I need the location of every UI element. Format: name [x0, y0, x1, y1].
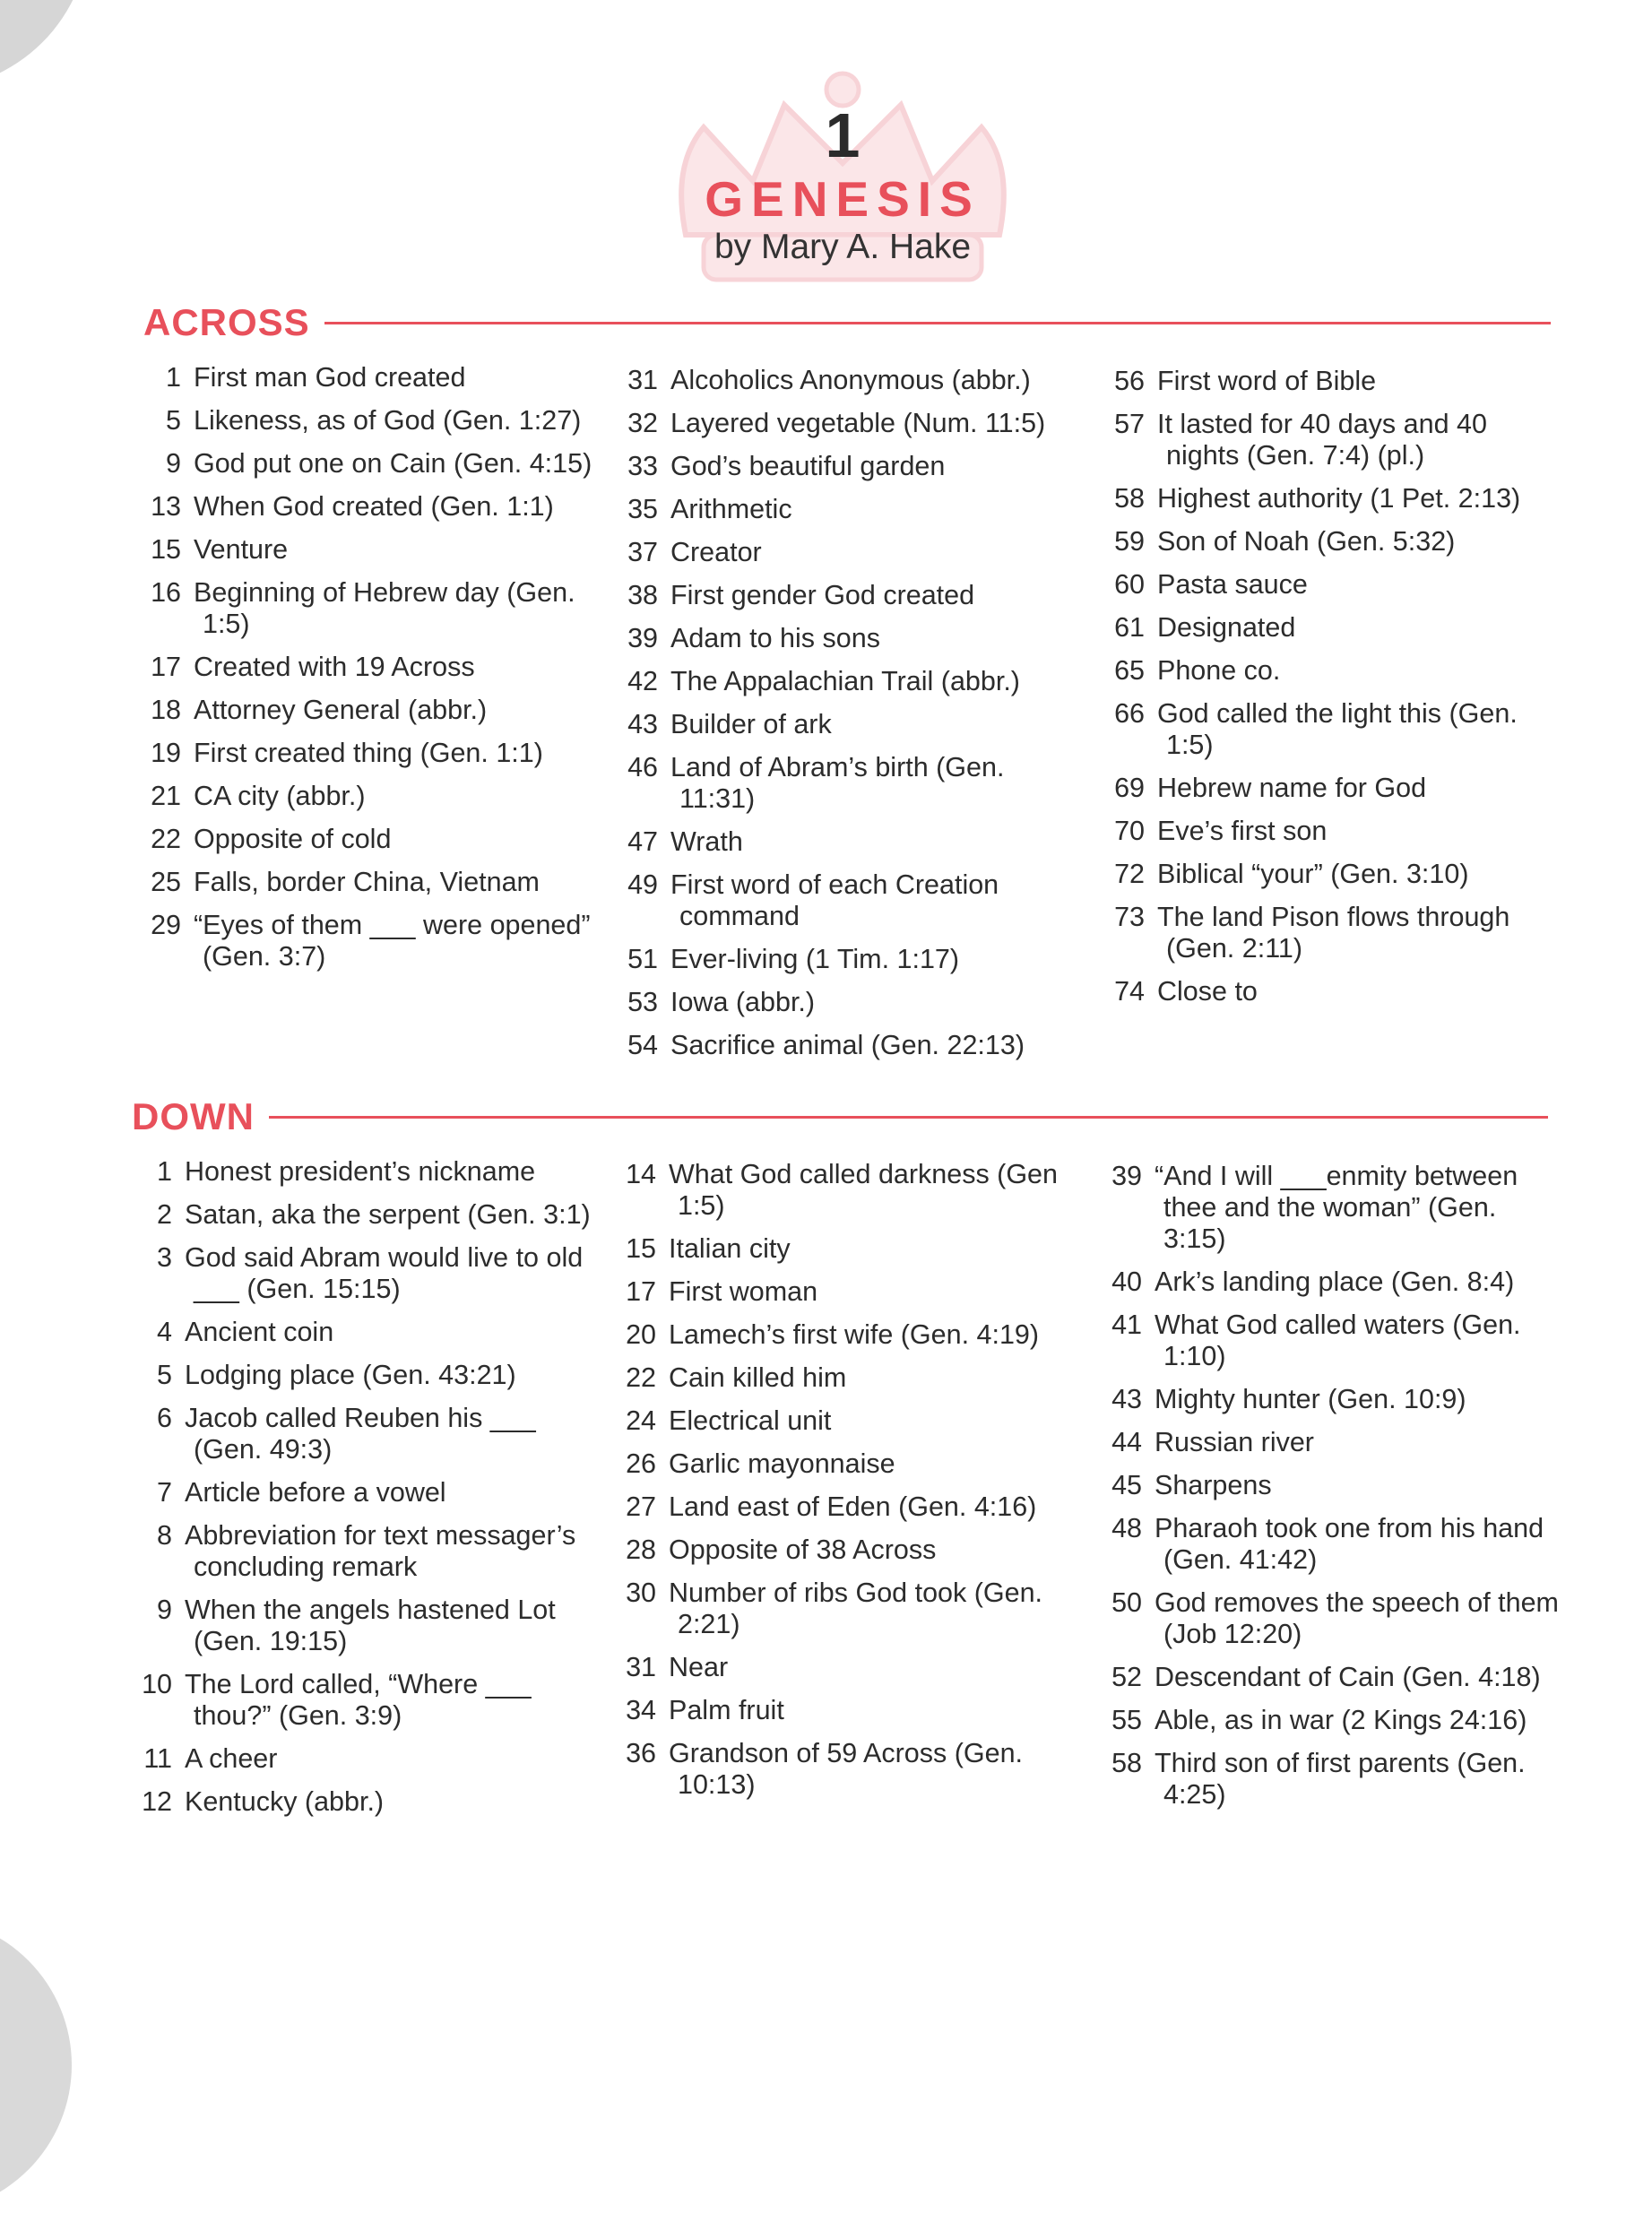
across-clue	[134, 910, 601, 973]
across-column-3	[1098, 366, 1564, 1019]
down-clue	[1095, 1587, 1561, 1650]
across-clue	[134, 695, 601, 726]
clue-text: Created with 19 Across	[194, 652, 475, 682]
clue-text: Phone co.	[1157, 655, 1281, 686]
clue-text: Hebrew name for God	[1157, 773, 1427, 803]
clue-text: Falls, border China, Vietnam	[194, 867, 540, 897]
clue-number: 37	[627, 537, 658, 567]
page-corner-shadow	[0, 0, 90, 90]
clue-number: 74	[1114, 976, 1145, 1007]
page-corner-shadow-bottom	[0, 1917, 72, 2213]
clue-number: 9	[166, 448, 181, 479]
down-heading: DOWN	[132, 1095, 255, 1137]
clue-text: Lodging place (Gen. 43:21)	[185, 1360, 516, 1390]
across-heading: ACROSS	[143, 301, 310, 343]
clue-text: Opposite of cold	[194, 824, 392, 854]
across-clue	[1098, 366, 1564, 397]
clue-text: First created thing (Gen. 1:1)	[194, 738, 543, 768]
down-clue	[125, 1477, 601, 1508]
clue-number: 54	[627, 1030, 658, 1060]
clue-number: 72	[1114, 859, 1145, 889]
clue-text: “Eyes of them ___ were opened” (Gen. 3:7)	[194, 910, 591, 972]
down-clue	[610, 1695, 1076, 1726]
clue-number: 43	[1111, 1384, 1142, 1414]
clue-number: 22	[151, 824, 181, 854]
clue-number: 35	[627, 494, 658, 524]
clue-number: 48	[1111, 1513, 1142, 1543]
clue-number: 12	[142, 1786, 172, 1817]
across-clue	[611, 451, 1077, 482]
clue-number: 11	[143, 1743, 172, 1774]
clue-text: Honest president’s nickname	[185, 1156, 536, 1187]
clue-number: 32	[627, 408, 658, 438]
clue-text: Abbreviation for text messager’s concluding remark	[185, 1520, 576, 1582]
clue-number: 8	[157, 1520, 172, 1551]
clue-text: Pasta sauce	[1157, 569, 1308, 600]
across-clue	[134, 738, 601, 769]
clue-text: Designated	[1157, 612, 1296, 643]
across-clue	[134, 362, 601, 393]
down-clue	[610, 1319, 1076, 1351]
across-clue	[1098, 816, 1564, 847]
clue-number: 10	[142, 1669, 172, 1699]
clue-text: First woman	[669, 1276, 818, 1307]
down-clue	[125, 1156, 601, 1188]
across-clue	[1098, 409, 1564, 471]
clue-text: Opposite of 38 Across	[669, 1534, 937, 1565]
clue-text: Ever-living (1 Tim. 1:17)	[670, 944, 960, 974]
clue-number: 58	[1114, 483, 1145, 514]
clue-text: Electrical unit	[669, 1405, 832, 1436]
clue-text: Iowa (abbr.)	[670, 987, 816, 1017]
down-clue	[1095, 1310, 1561, 1372]
clue-number: 40	[1111, 1266, 1142, 1297]
clue-number: 24	[626, 1405, 656, 1436]
clue-number: 53	[627, 987, 658, 1017]
clue-number: 58	[1111, 1748, 1142, 1778]
clue-text: Satan, aka the serpent (Gen. 3:1)	[185, 1199, 591, 1230]
down-clue	[125, 1199, 601, 1231]
clue-text: Garlic mayonnaise	[669, 1448, 895, 1479]
clue-text: First gender God created	[670, 580, 975, 610]
clue-number: 41	[1111, 1310, 1142, 1340]
clue-text: Creator	[670, 537, 762, 567]
clue-text: First man God created	[194, 362, 466, 393]
across-clue	[611, 826, 1077, 858]
puzzle-number: 1	[825, 100, 861, 170]
clue-text: Descendant of Cain (Gen. 4:18)	[1155, 1662, 1541, 1692]
down-clue	[125, 1743, 601, 1775]
down-clue	[1095, 1705, 1561, 1736]
clue-number: 69	[1114, 773, 1145, 803]
clue-text: First word of each Creation command	[670, 869, 999, 931]
down-clue	[610, 1652, 1076, 1683]
clue-text: Article before a vowel	[185, 1477, 446, 1508]
clue-number: 29	[151, 910, 181, 940]
clue-text: God removes the speech of them (Job 12:20)	[1155, 1587, 1559, 1649]
clue-text: Adam to his sons	[670, 623, 880, 653]
puzzle-title: GENESIS	[705, 171, 981, 227]
clue-text: “And I will ___enmity between thee and the woman” (Gen. 3:15)	[1155, 1161, 1518, 1254]
down-clue	[125, 1403, 601, 1465]
clue-text: Ark’s landing place (Gen. 8:4)	[1155, 1266, 1515, 1297]
clue-text: What God called waters (Gen. 1:10)	[1155, 1310, 1521, 1371]
clue-text: Layered vegetable (Num. 11:5)	[670, 408, 1046, 438]
clue-text: Palm fruit	[669, 1695, 784, 1725]
across-column-2	[611, 365, 1077, 1073]
down-header	[132, 1095, 1548, 1138]
down-clue	[1095, 1384, 1561, 1415]
clue-text: Ancient coin	[185, 1317, 334, 1347]
clue-text: God said Abram would live to old ___ (Gen. 15:15)	[185, 1242, 584, 1304]
clue-text: God put one on Cain (Gen. 4:15)	[194, 448, 592, 479]
clue-text: A cheer	[185, 1743, 278, 1774]
clue-number: 73	[1114, 902, 1145, 932]
clue-text: Italian city	[669, 1233, 791, 1264]
clue-text: The Appalachian Trail (abbr.)	[670, 666, 1020, 696]
clue-text: Eve’s first son	[1157, 816, 1328, 846]
across-clue	[611, 580, 1077, 611]
down-column-3	[1095, 1161, 1561, 1822]
clue-number: 33	[627, 451, 658, 481]
down-clue	[1095, 1662, 1561, 1693]
clue-text: What God called darkness (Gen 1:5)	[669, 1159, 1058, 1221]
across-clue	[1098, 612, 1564, 644]
clue-number: 52	[1111, 1662, 1142, 1692]
across-clue	[134, 867, 601, 898]
clue-text: Wrath	[670, 826, 743, 857]
down-clue	[1095, 1161, 1561, 1255]
down-clue	[1095, 1470, 1561, 1501]
clue-number: 7	[157, 1477, 172, 1508]
across-clue	[134, 405, 601, 437]
across-clue	[611, 869, 1077, 932]
down-clue	[610, 1159, 1076, 1222]
clue-number: 2	[157, 1199, 172, 1230]
down-clue	[125, 1595, 601, 1657]
down-clue	[610, 1405, 1076, 1437]
clue-number: 55	[1111, 1705, 1142, 1735]
clue-text: The Lord called, “Where ___ thou?” (Gen. 3:9)	[185, 1669, 532, 1731]
down-clue	[125, 1669, 601, 1732]
down-clue	[1095, 1266, 1561, 1298]
clue-number: 19	[151, 738, 181, 768]
down-column-2	[610, 1159, 1076, 1812]
clue-text: When the angels hastened Lot (Gen. 19:15)	[185, 1595, 556, 1656]
down-clue	[610, 1578, 1076, 1640]
clue-text: Land east of Eden (Gen. 4:16)	[669, 1491, 1037, 1522]
down-clue	[125, 1360, 601, 1391]
down-clue	[610, 1233, 1076, 1265]
across-clue	[134, 491, 601, 523]
clue-number: 25	[151, 867, 181, 897]
clue-text: First word of Bible	[1157, 366, 1377, 396]
across-clue	[611, 752, 1077, 815]
clue-number: 49	[627, 869, 658, 900]
across-clue	[611, 623, 1077, 654]
across-clue	[1098, 773, 1564, 804]
clue-text: CA city (abbr.)	[194, 781, 366, 811]
clue-text: Russian river	[1155, 1427, 1314, 1457]
clue-text: Pharaoh took one from his hand (Gen. 41:42)	[1155, 1513, 1544, 1575]
clue-number: 60	[1114, 569, 1145, 600]
clue-number: 46	[627, 752, 658, 782]
across-header	[143, 301, 1551, 344]
clue-number: 13	[151, 491, 181, 522]
clue-number: 9	[157, 1595, 172, 1625]
down-clue	[125, 1786, 601, 1818]
across-clue	[611, 987, 1077, 1018]
clue-number: 27	[626, 1491, 656, 1522]
clue-number: 47	[627, 826, 658, 857]
across-clue	[611, 408, 1077, 439]
clue-number: 1	[166, 362, 181, 393]
clue-number: 38	[627, 580, 658, 610]
clue-text: Cain killed him	[669, 1362, 847, 1393]
across-clue	[611, 494, 1077, 525]
clue-text: Jacob called Reuben his ___ (Gen. 49:3)	[185, 1403, 536, 1465]
clue-text: Mighty hunter (Gen. 10:9)	[1155, 1384, 1466, 1414]
clue-text: Beginning of Hebrew day (Gen. 1:5)	[194, 577, 575, 639]
clue-text: Builder of ark	[670, 709, 832, 739]
clue-text: Close to	[1157, 976, 1258, 1007]
clue-number: 22	[626, 1362, 656, 1393]
clue-number: 4	[157, 1317, 172, 1347]
clue-number: 17	[151, 652, 181, 682]
clue-text: It lasted for 40 days and 40 nights (Gen. 7:4) (pl.)	[1157, 409, 1487, 471]
across-clue	[611, 365, 1077, 396]
across-clue	[1098, 902, 1564, 964]
across-clue	[1098, 569, 1564, 601]
puzzle-author: by Mary A. Hake	[714, 228, 972, 266]
clue-number: 34	[626, 1695, 656, 1725]
clue-number: 3	[157, 1242, 172, 1273]
clue-text: God called the light this (Gen. 1:5)	[1157, 698, 1518, 760]
clue-text: The land Pison flows through (Gen. 2:11)	[1157, 902, 1510, 964]
clue-text: Sharpens	[1155, 1470, 1272, 1500]
across-clue	[1098, 655, 1564, 687]
clue-text: Alcoholics Anonymous (abbr.)	[670, 365, 1031, 395]
clue-number: 5	[157, 1360, 172, 1390]
clue-number: 39	[627, 623, 658, 653]
down-clue	[125, 1520, 601, 1583]
across-clue	[1098, 859, 1564, 890]
clue-number: 50	[1111, 1587, 1142, 1618]
clue-text: Son of Noah (Gen. 5:32)	[1157, 526, 1456, 557]
across-clue	[134, 652, 601, 683]
clue-text: When God created (Gen. 1:1)	[194, 491, 554, 522]
down-clue	[1095, 1748, 1561, 1811]
across-clue	[1098, 483, 1564, 514]
across-divider	[324, 322, 1551, 324]
clue-number: 30	[626, 1578, 656, 1608]
across-clue	[611, 944, 1077, 975]
clue-text: Number of ribs God took (Gen. 2:21)	[669, 1578, 1043, 1639]
across-clue	[1098, 976, 1564, 1007]
clue-number: 28	[626, 1534, 656, 1565]
across-column-1	[134, 362, 601, 984]
clue-number: 15	[626, 1233, 656, 1264]
clue-text: Venture	[194, 534, 289, 565]
clue-text: Near	[669, 1652, 729, 1682]
clue-number: 18	[151, 695, 181, 725]
across-clue	[134, 824, 601, 855]
down-clue	[1095, 1513, 1561, 1576]
clue-text: Highest authority (1 Pet. 2:13)	[1157, 483, 1521, 514]
across-clue	[611, 666, 1077, 697]
down-clue	[610, 1276, 1076, 1308]
clue-text: Able, as in war (2 Kings 24:16)	[1155, 1705, 1527, 1735]
clue-number: 61	[1114, 612, 1145, 643]
clue-number: 36	[626, 1738, 656, 1768]
across-clue	[1098, 698, 1564, 761]
clue-number: 45	[1111, 1470, 1142, 1500]
clue-text: Grandson of 59 Across (Gen. 10:13)	[669, 1738, 1024, 1800]
clue-number: 17	[626, 1276, 656, 1307]
across-clue	[134, 534, 601, 566]
clue-number: 56	[1114, 366, 1145, 396]
clue-number: 44	[1111, 1427, 1142, 1457]
clue-number: 16	[151, 577, 181, 608]
clue-number: 5	[166, 405, 181, 436]
clue-number: 43	[627, 709, 658, 739]
clue-number: 20	[626, 1319, 656, 1350]
clue-number: 1	[157, 1156, 172, 1187]
down-clue	[125, 1317, 601, 1348]
clue-text: Kentucky (abbr.)	[185, 1786, 385, 1817]
down-column-1	[125, 1156, 601, 1829]
clue-text: God’s beautiful garden	[670, 451, 946, 481]
across-clue	[611, 709, 1077, 740]
clue-text: Arithmetic	[670, 494, 792, 524]
clue-number: 21	[151, 781, 181, 811]
down-clue	[610, 1738, 1076, 1801]
clue-text: Third son of first parents (Gen. 4:25)	[1155, 1748, 1526, 1810]
across-clue	[611, 537, 1077, 568]
clue-number: 31	[627, 365, 658, 395]
clue-number: 14	[626, 1159, 656, 1189]
clue-number: 51	[627, 944, 658, 974]
down-clue	[610, 1534, 1076, 1566]
clue-number: 65	[1114, 655, 1145, 686]
down-clue	[1095, 1427, 1561, 1458]
across-clue	[134, 448, 601, 480]
clue-number: 39	[1111, 1161, 1142, 1191]
clue-number: 15	[151, 534, 181, 565]
clue-text: Lamech’s first wife (Gen. 4:19)	[669, 1319, 1040, 1350]
down-clue	[610, 1362, 1076, 1394]
down-clue	[610, 1448, 1076, 1480]
clue-number: 66	[1114, 698, 1145, 729]
across-clue	[134, 781, 601, 812]
across-clue	[134, 577, 601, 640]
clue-number: 6	[157, 1403, 172, 1433]
clue-number: 31	[626, 1652, 656, 1682]
clue-text: Likeness, as of God (Gen. 1:27)	[194, 405, 582, 436]
clue-text: Sacrifice animal (Gen. 22:13)	[670, 1030, 1025, 1060]
clue-number: 26	[626, 1448, 656, 1479]
down-divider	[269, 1116, 1548, 1119]
puzzle-header	[0, 100, 1652, 268]
clue-number: 59	[1114, 526, 1145, 557]
across-clue	[1098, 526, 1564, 558]
clue-number: 70	[1114, 816, 1145, 846]
clue-text: Land of Abram’s birth (Gen. 11:31)	[670, 752, 1005, 814]
clue-text: Biblical “your” (Gen. 3:10)	[1157, 859, 1469, 889]
down-clue	[125, 1242, 601, 1305]
clue-number: 57	[1114, 409, 1145, 439]
across-clue	[611, 1030, 1077, 1061]
down-clue	[610, 1491, 1076, 1523]
clue-text: Attorney General (abbr.)	[194, 695, 488, 725]
clue-number: 42	[627, 666, 658, 696]
